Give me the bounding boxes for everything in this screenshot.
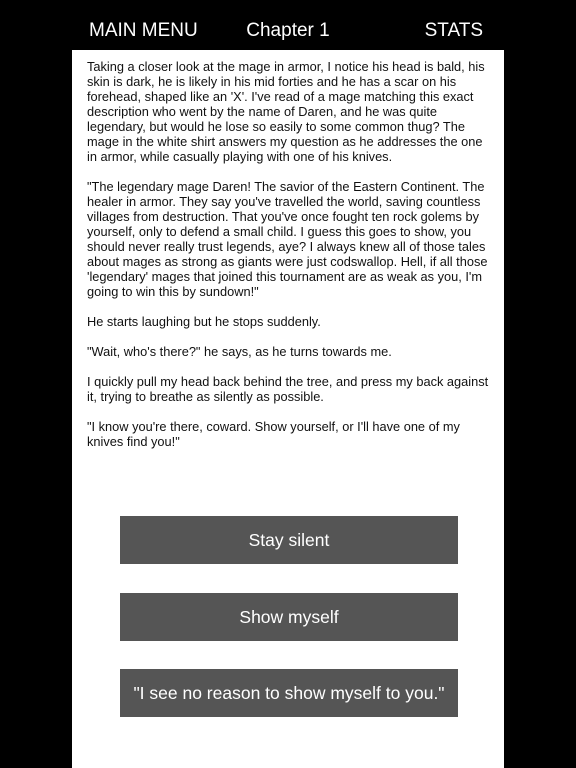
story-paragraph: He starts laughing but he stops suddenly. xyxy=(87,314,321,329)
story-text xyxy=(87,59,489,464)
top-bar xyxy=(72,0,504,50)
choice-refuse-button[interactable]: "I see no reason to show myself to you." xyxy=(120,669,458,717)
story-panel xyxy=(72,50,504,768)
choice-show-myself-button[interactable]: Show myself xyxy=(120,593,458,641)
story-paragraph: "I know you're there, coward. Show yourself, or I'll have one of my knives find you!" xyxy=(87,419,460,449)
stats-button[interactable]: STATS xyxy=(424,20,483,41)
story-paragraph: "The legendary mage Daren! The savior of the Eastern Continent. The healer in armor. They say you've travelled the world, saving countless villages from destruction. That you've once fought ten rock golems by yourself, only to defend a small child. I guess this goes to show, you should never really trust legends, aye? I always knew all of those tales about mages as strong as giants were just codswallop. Hell, if all those 'legendary' mages that joined this tournament are as weak as you, I'm going to win this by sundown!" xyxy=(87,179,488,299)
choice-stay-silent-button[interactable]: Stay silent xyxy=(120,516,458,564)
story-paragraph: Taking a closer look at the mage in armor, I notice his head is bald, his skin is dark, he is likely in his mid forties and he has a scar on his forehead, shaped like an 'X'. I've read of a mage matching this exact description who went by the name of Daren, and he was quite legendary, but would he lose so easily to some common thug? The mage in the white shirt answers my question as he addresses the one in armor, while casually playing with one of his knives. xyxy=(87,59,485,164)
main-menu-button[interactable]: MAIN MENU xyxy=(89,20,198,41)
chapter-title: Chapter 1 xyxy=(246,20,330,41)
story-paragraph: "Wait, who's there?" he says, as he turns towards me. xyxy=(87,344,392,359)
story-paragraph: I quickly pull my head back behind the tree, and press my back against it, trying to breathe as silently as possible. xyxy=(87,374,489,404)
